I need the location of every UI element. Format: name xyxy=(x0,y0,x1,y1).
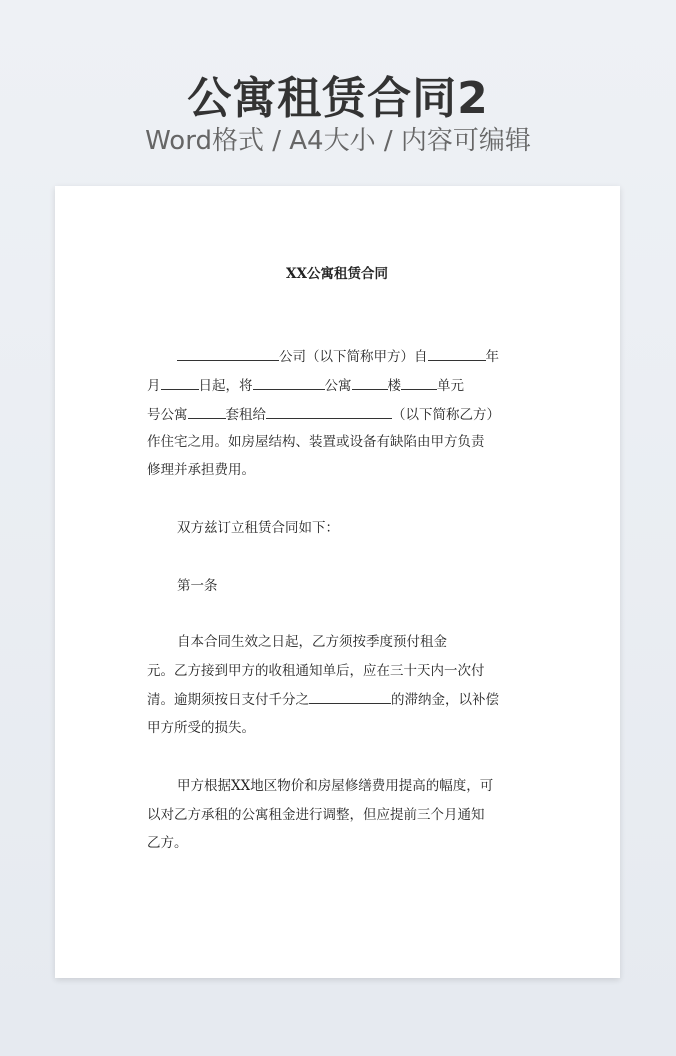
p1-line-3: 号公寓 套租给 （以下简称乙方） xyxy=(147,404,500,425)
blank-building[interactable] xyxy=(352,375,388,390)
p2-line: 双方兹订立租赁合同如下： xyxy=(177,520,339,536)
p4-line-1: 甲方根据XX地区物价和房屋修缮费用提高的幅度，可 xyxy=(177,778,494,794)
document-page xyxy=(55,186,620,978)
p4-line-2: 以对乙方承租的公寓租金进行调整，但应提前三个月通知 xyxy=(147,807,485,823)
blank-company[interactable] xyxy=(177,346,279,361)
p1-line-2: 月 日起，将 公寓 楼 单元 xyxy=(147,375,464,396)
p3-line-4: 甲方所受的损失。 xyxy=(147,720,255,736)
p3-line-1: 自本合同生效之日起，乙方须按季度预付租金 xyxy=(177,634,447,650)
p1-line-1: 公司（以下简称甲方）自 年 xyxy=(177,346,499,367)
blank-year[interactable] xyxy=(428,346,486,361)
p3-line-3: 清。逾期须按日支付千分之 的滞纳金，以补偿 xyxy=(147,689,499,710)
blank-late-fee[interactable] xyxy=(309,689,391,704)
page-title: 公寓租赁合同2 xyxy=(187,73,489,124)
p4-line-3: 乙方。 xyxy=(147,835,188,851)
p1-line-5: 修理并承担费用。 xyxy=(147,462,255,478)
blank-room[interactable] xyxy=(188,404,226,419)
document-title: XX公寓租赁合同 xyxy=(286,266,388,282)
p3-line-2: 元。乙方接到甲方的收租通知单后，应在三十天内一次付 xyxy=(147,663,485,679)
blank-month[interactable] xyxy=(161,375,199,390)
blank-unit[interactable] xyxy=(401,375,437,390)
p1-line-4: 作住宅之用。如房屋结构、装置或设备有缺陷由甲方负责 xyxy=(147,434,485,450)
page-subtitle: Word格式 / A4大小 / 内容可编辑 xyxy=(145,126,531,156)
article-heading: 第一条 xyxy=(177,578,218,594)
blank-tenant[interactable] xyxy=(266,404,392,419)
blank-apartment[interactable] xyxy=(253,375,325,390)
